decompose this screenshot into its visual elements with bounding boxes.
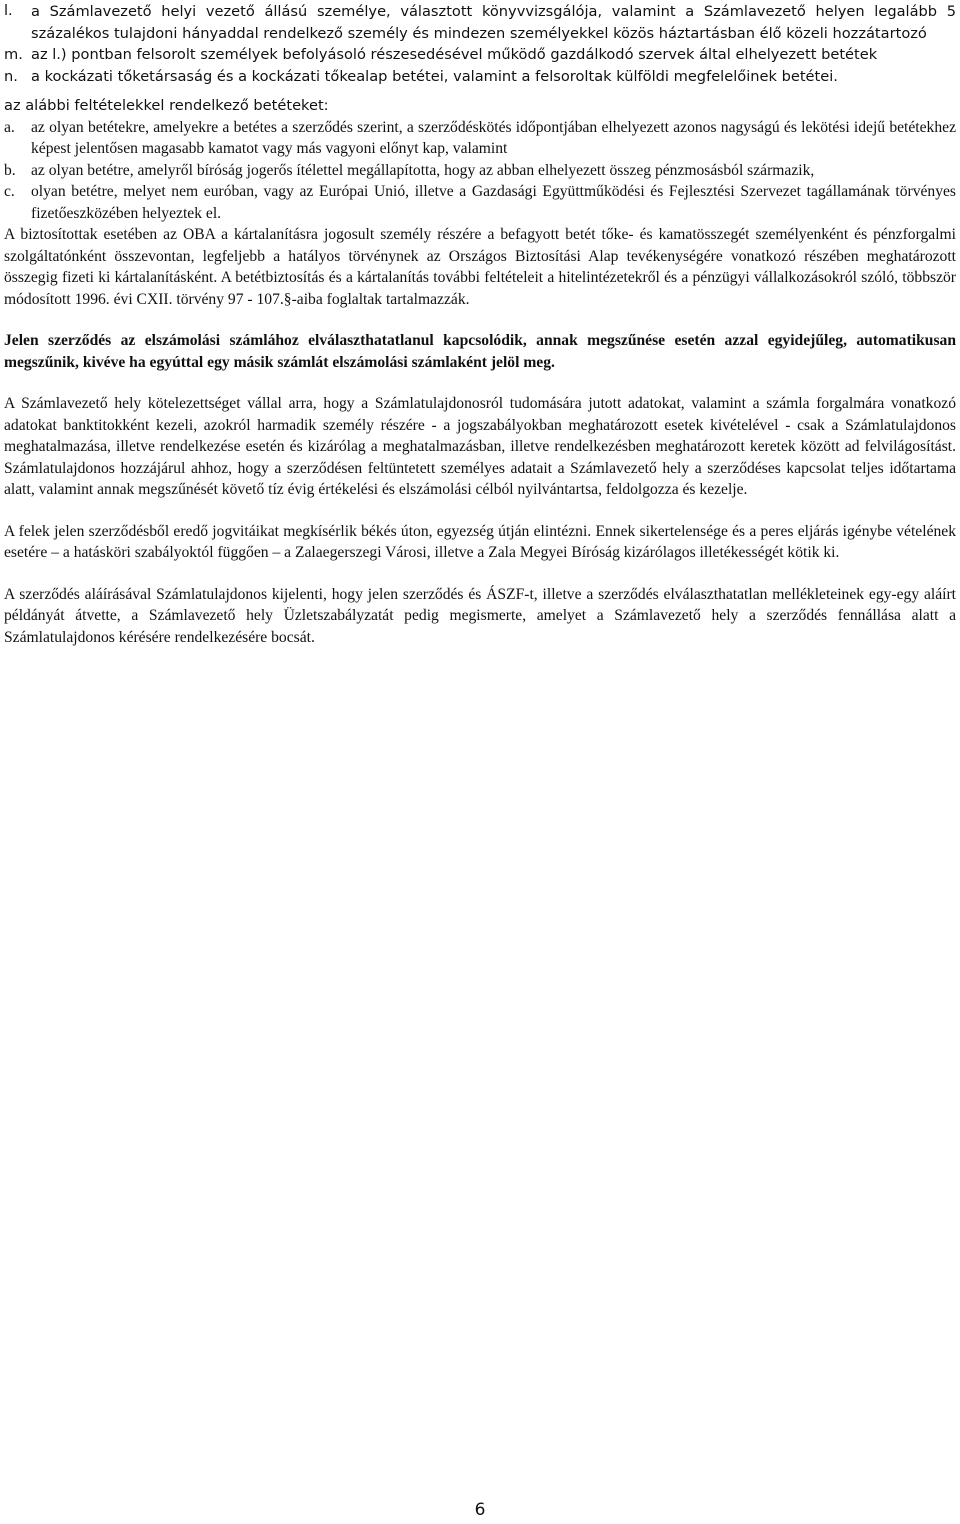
excluded-persons-list [4, 0, 956, 87]
disputes-paragraph: A felek jelen szerződésből eredő jogvitáikat megkísérlik békés úton, egyezség útján elintézni. Ennek sikertelensége és a peres eljárás igénybe vételének esetére – a hatásköri szabályoktól függően – a Zalaegerszegi Városi, illetve a Zala Megyei Bíróság kizárólagos illetékességét kötik ki. [4, 522, 956, 561]
conditions-list [4, 117, 956, 225]
list-item [4, 0, 956, 44]
list-item [4, 117, 956, 160]
list-item [4, 181, 956, 224]
oba-paragraph: A biztosítottak esetében az OBA a kártalanításra jogosult személy részére a befagyott betét tőke- és kamatösszegét személyenként és pénzforgalmi szolgáltatónként összevontan, legfeljebb a hatályos törvénynek az Országos Biztosítási Alap tevékenységére vonatkozó részében meghatározott összegig fizeti ki kártalanításként. A betétbiztosítás és a kártalanítás további feltételeit a hitelintézetekről és a pénzügyi vállalkozásokról szóló, többször módosított 1996. évi CXII. törvény 97 - 107.§-aiba foglaltak tartalmazzák. [4, 226, 956, 308]
list-marker: a. [4, 118, 15, 136]
list-item-text: a Számlavezető helyi vezető állású személye, választott könyvvizsgálója, valamint a Számlavezető helyen legalább 5 százalékos tulajdoni hányaddal rendelkező személy és mindezen személyekkel közös háztartásban élő közeli hozzátartozó [31, 3, 956, 42]
list-marker: m. [4, 46, 23, 63]
list-item-text: a kockázati tőketársaság és a kockázati tőkealap betétei, valamint a felsoroltak külföldi megfelelőinek betétei. [31, 67, 838, 85]
list-marker: c. [4, 183, 15, 200]
document-page [4, 0, 956, 648]
conditions-intro: az alábbi feltételekkel rendelkező betéteket: [4, 97, 329, 114]
list-marker: n. [4, 67, 18, 85]
signature-paragraph: A szerződés aláírásával Számlatulajdonos kijelenti, hogy jelen szerződés és ÁSZF-t, illetve a szerződés elválaszthatatlan mellékleteinek egy-egy aláírt példányát átvette, a Számlavezető hely Üzletszabályzatát pedig megismerte, amelyet a Számlavezető hely a szerződés fennállása alatt a Számlatulajdonos kérésére rendelkezésére bocsát. [4, 585, 956, 646]
list-item-text: az olyan betétre, amelyről bíróság jogerős ítélettel megállapította, hogy az abban elhelyezett összeg pénzmosásból származik, [31, 161, 815, 179]
list-item-text: az olyan betétekre, amelyekre a betétes a szerződés szerint, a szerződéskötés időpontjában elhelyezett azonos nagyságú és lekötési idejű betétekhez képest jelentősen magasabb kamatot vagy más vagyoni előnyt kap, valamint [31, 118, 956, 157]
list-marker: b. [4, 161, 16, 179]
termination-paragraph: Jelen szerződés az elszámolási számlához elválaszthatatlanul kapcsolódik, annak megszűnése esetén azzal egyidejűleg, automatikusan megszűnik, kivéve ha egyúttal egy másik számlát elszámolási számlaként jelöl meg. [4, 332, 956, 371]
list-item [4, 66, 956, 88]
list-item [4, 160, 956, 182]
bank-secrecy-paragraph: A Számlavezető hely kötelezettséget vállal arra, hogy a Számlatulajdonosról tudomására jutott adatokat, valamint a számla forgalmára vonatkozó adatokat banktitokként kezeli, azokról harmadik személy részére - a jogszabályokban meghatározott esetek kivételével - csak a Számlatulajdonos meghatalmazása, illetve rendelkezése esetén és kizárólag a meghatalmazásban, illetve rendelkezésben meghatározott keretek között ad felvilágosítást. Számlatulajdonos hozzájárul ahhoz, hogy a szerződésen feltüntetett személyes adatait a Számlavezető hely a szerződéses kapcsolat teljes időtartama alatt, valamint annak megszűnését követő tíz évig értékelési és elszámolási célból nyilvántartsa, feldolgozza és kezelje. [4, 395, 956, 498]
list-item-text: az l.) pontban felsorolt személyek befolyásoló részesedésével működő gazdálkodó szervek által elhelyezett betétek [31, 46, 878, 63]
list-marker: l. [4, 2, 13, 19]
list-item-text: olyan betétre, melyet nem euróban, vagy az Európai Unió, illetve a Gazdasági Együttműködési és Fejlesztési Szervezet tagállamának törvényes fizetőeszközében helyeztek el. [31, 183, 956, 222]
page-number: 6 [474, 1500, 486, 1520]
list-item [4, 44, 956, 66]
